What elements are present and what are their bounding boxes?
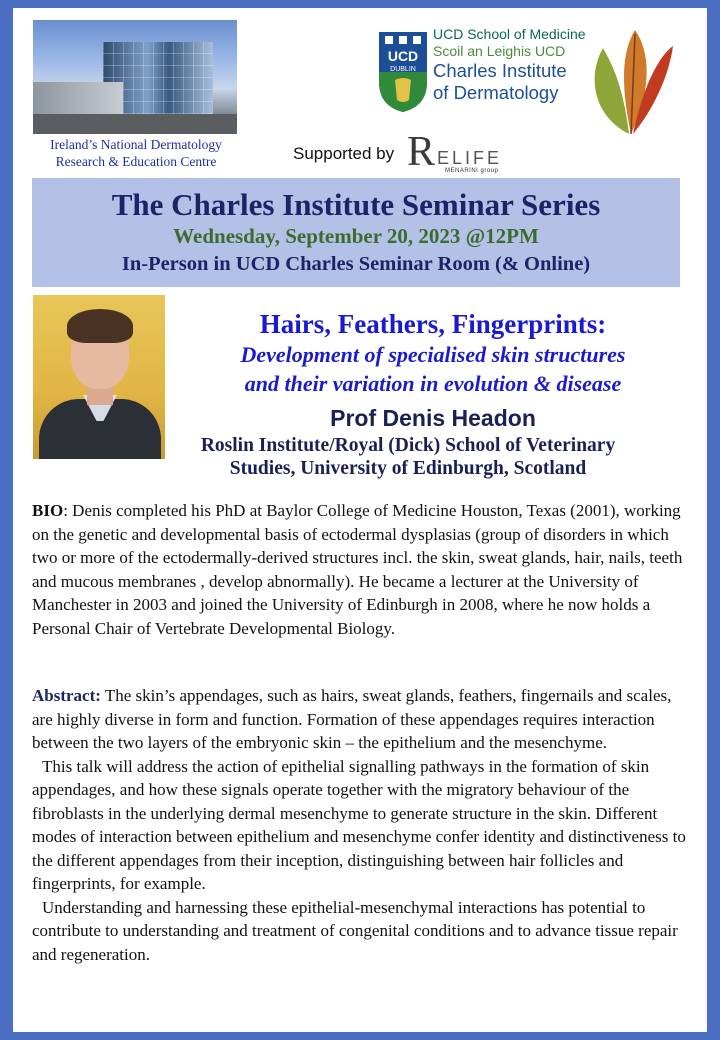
ucd-line-4: of Dermatology (433, 82, 559, 103)
affiliation-line-2: Studies, University of Edinburgh, Scotland (229, 458, 587, 479)
speaker-photo (33, 295, 165, 459)
ucd-line-2: Scoil an Leighis UCD (433, 43, 566, 59)
talk-title: Hairs, Feathers, Fingerprints: (259, 309, 607, 339)
talk-title-block (173, 308, 693, 398)
bio-section (32, 499, 692, 640)
talk-subtitle-2: and their variation in evolution & disease (244, 371, 622, 396)
shield-bottom-text: DUBLIN (390, 66, 416, 73)
series-title: The Charles Institute Seminar Series (111, 187, 601, 222)
ucd-logo-text (433, 26, 593, 104)
ucd-line-3: Charles Institute (433, 60, 567, 81)
caption-line-1: Ireland’s National Dermatology (50, 137, 222, 152)
shield-top-text: UCD (387, 48, 419, 64)
talk-subtitle-1: Development of specialised skin structures (240, 342, 626, 367)
speaker-affiliation (163, 434, 653, 480)
sponsor-sub: MENARINI group (445, 168, 499, 174)
seminar-banner (32, 178, 680, 287)
sponsor-initial: R (407, 129, 436, 175)
building-caption (21, 136, 251, 170)
caption-line-2: Research & Education Centre (55, 154, 217, 169)
supported-by-text: Supported by (293, 144, 395, 163)
affiliation-line-1: Roslin Institute/Royal (Dick) School of Veterinary (200, 435, 616, 456)
abstract-section (32, 684, 692, 966)
seminar-venue: In-Person in UCD Charles Seminar Room (& Online) (121, 253, 591, 275)
ucd-shield-logo (377, 30, 429, 114)
abstract-paragraph-2: This talk will address the action of epithelial signalling pathways in the formation of skin appendages, and how these signals operate together with the migratory behaviour of the fibroblasts in the underlying dermal mesenchyme to generate structure in the skin. Different modes of interaction between epithelium and mesenchyme confer identity and distinctiveness to the different appendages from their inception, distinguishing between hair follicles and fingerprints, for example. (32, 756, 686, 893)
abstract-paragraph-3: Understanding and harnessing these epithelial-mesenchymal interactions has potential to contribute to understanding and treatment of congenital conditions and to advance tissue repair and regeneration. (32, 897, 678, 964)
bio-text: : Denis completed his PhD at Baylor College of Medicine Houston, Texas (2001), working on the genetic and developmental basis of ectodermal dysplasias (group of disorders in which two or more of the ectodermally-derived structures incl. the skin, sweat glands, hair, nails, teeth and mucous membranes , develop abnormally). He became a lecturer at the University of Manchester in 2003 and joined the University of Edinburgh in 2008, where he now holds a Personal Chair of Vertebrate Developmental Biology. (32, 501, 683, 638)
abstract-paragraph-1: The skin’s appendages, such as hairs, sweat glands, feathers, fingernails and scales, are highly diverse in form and function. Formation of these appendages requires interaction between the two layers of the embryonic skin – the epithelium and the mesenchyme. (32, 686, 672, 752)
sponsor-rest: ELIFE (437, 148, 503, 168)
seminar-date: Wednesday, September 20, 2023 @12PM (173, 224, 539, 248)
leaves-logo (583, 26, 679, 138)
ucd-line-1: UCD School of Medicine (433, 26, 586, 42)
bio-label: BIO (32, 501, 64, 520)
poster-page (13, 8, 707, 1032)
sponsor-logo (407, 130, 527, 178)
speaker-name: Prof Denis Headon (330, 405, 536, 431)
abstract-label: Abstract: (32, 686, 101, 705)
building-photo (33, 20, 237, 134)
